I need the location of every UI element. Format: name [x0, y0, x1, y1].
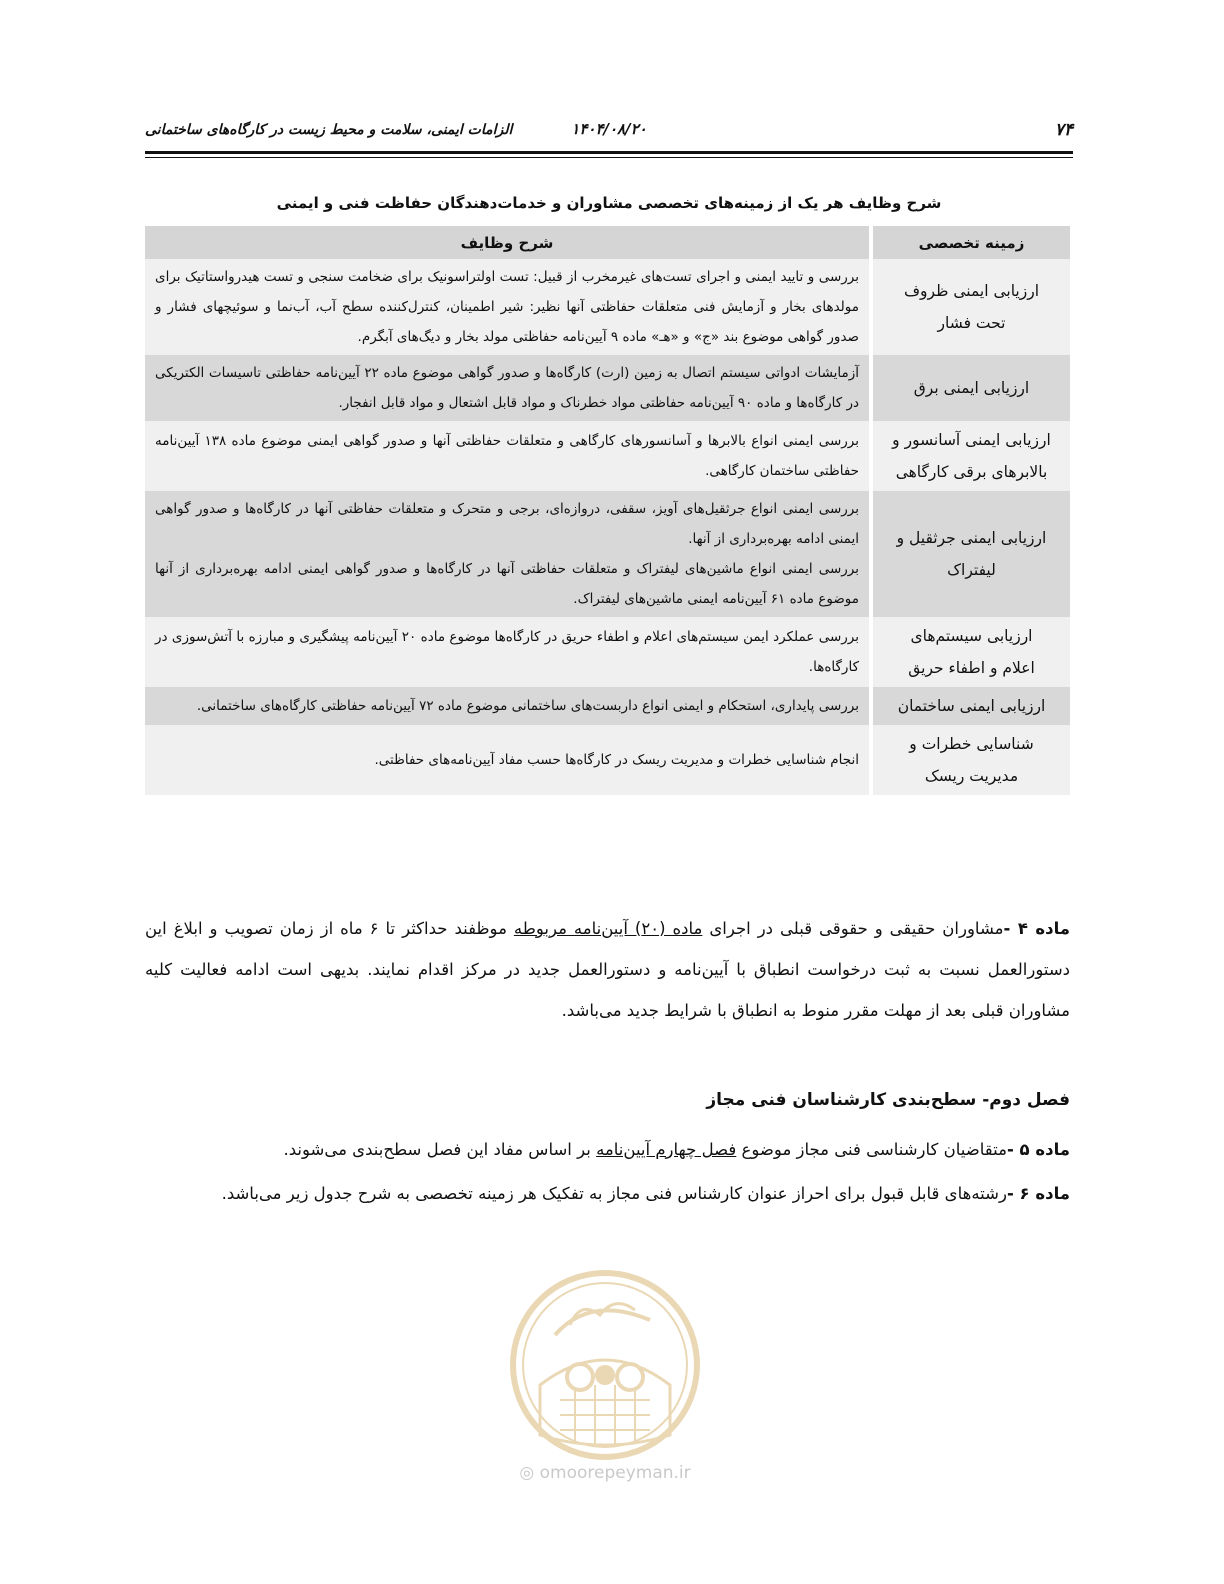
area-line: اعلام و اطفاء حریق [908, 659, 1035, 677]
table-row [145, 355, 1070, 421]
article-5-reference: فصل چهارم آیین‌نامه [596, 1140, 737, 1159]
description-paragraph: بررسی ایمنی انواع ماشین‌های لیفتراک و متعلقات حفاظتی آنها در کارگاه‌ها و صدور گواهی ایمنی ادامه بهره‌برداری از آنها موضوع ماده ۶۱ آیین‌نامه ایمنی ماشین‌های لیفتراک. [155, 561, 859, 607]
column-header-desc: شرح وظایف [145, 226, 871, 259]
description-cell [145, 259, 871, 355]
description-cell [145, 491, 871, 617]
table-row [145, 259, 1070, 355]
watermark-url: ◎ omoorepeyman.ir [519, 1463, 691, 1483]
table-row [145, 491, 1070, 617]
header-rule-thick [145, 151, 1073, 154]
page-number: ۷۴ [1054, 120, 1073, 140]
chapter-2-heading: فصل دوم- سطح‌بندی کارشناسان فنی مجاز [706, 1090, 1070, 1110]
duties-table [145, 226, 1070, 795]
area-line: ارزیابی ایمنی جرثقیل و [896, 529, 1047, 547]
description-paragraph: بررسی ایمنی انواع جرثقیل‌های آویز، سقفی، دروازه‌ای، برجی و متحرک و متعلقات حفاظتی آنها در کارگاه‌ها و صدور گواهی ایمنی ادامه بهره‌برداری از آنها. [155, 501, 859, 547]
article-5-text-a: متقاضیان کارشناسی فنی مجاز موضوع [736, 1140, 1007, 1159]
article-6 [145, 1173, 1070, 1214]
watermark-logo [500, 1265, 710, 1465]
area-line: شناسایی خطرات و [909, 735, 1034, 753]
description-paragraph: بررسی عملکرد ایمن سیستم‌های اعلام و اطفاء حریق در کارگاه‌ها موضوع ماده ۲۰ آیین‌نامه پیشگیری و مبارزه با آتش‌سوزی در کارگاه‌ها. [155, 629, 859, 675]
article-4-text-a: مشاوران حقیقی و حقوقی قبلی در اجرای [702, 919, 1004, 938]
area-cell [871, 687, 1070, 725]
article-5-label: ماده ۵ - [1006, 1140, 1070, 1159]
area-cell [871, 355, 1070, 421]
table-header-row [145, 226, 1070, 259]
area-cell [871, 491, 1070, 617]
table-row [145, 617, 1070, 687]
description-cell [145, 421, 871, 491]
table-body [145, 259, 1070, 795]
area-cell [871, 617, 1070, 687]
header-rule-thin [145, 157, 1073, 158]
article-4-reference: ماده (۲۰) آیین‌نامه مربوطه [513, 919, 703, 938]
area-cell [871, 259, 1070, 355]
description-paragraph: بررسی و تایید ایمنی و اجرای تست‌های غیرمخرب از قبیل: تست اولتراسونیک برای ضخامت سنجی و تست هیدرواستاتیک برای مولدهای بخار و آزمایش فنی متعلقات حفاظتی آنها نظیر: شیر اطمینان، کنترل‌کننده سطح آب، آب‌نما و سوئیچهای فشار و صدور گواهی موضوع بند «ج» و «هـ» ماده ۹ آیین‌نامه حفاظتی مولد بخار و دیگ‌های آبگرم. [155, 269, 859, 345]
description-cell [145, 355, 871, 421]
article-4-label: ماده ۴ - [1003, 919, 1071, 938]
description-cell [145, 725, 871, 795]
header-title: الزامات ایمنی، سلامت و محیط زیست در کارگاه‌های ساختمانی [145, 122, 513, 138]
header-date: ۱۴۰۴/۰۸/۲۰ [571, 120, 647, 138]
article-5 [145, 1129, 1070, 1170]
article-4-text-b: موظفند حداکثر تا ۶ ماه از زمان تصویب و ابلاغ این دستورالعمل نسبت به ثبت درخواست انطباق با آیین‌نامه و دستورالعمل جدید در مرکز اقدام نمایند. بدیهی است ادامه فعالیت کلیه مشاوران قبلی بعد از مهلت مقرر منوط به انطباق با شرایط جدید می‌باشد. [145, 919, 1070, 1020]
area-cell [871, 421, 1070, 491]
area-line: ارزیابی ایمنی ساختمان [897, 697, 1046, 715]
table-row [145, 725, 1070, 795]
description-paragraph: بررسی ایمنی انواع بالابرها و آسانسورهای کارگاهی و متعلقات حفاظتی آنها و صدور گواهی ایمنی موضوع ماده ۱۳۸ آیین‌نامه حفاظتی ساختمان کارگاهی. [155, 433, 859, 479]
area-cell [871, 725, 1070, 795]
column-header-area: زمینه تخصصی [871, 226, 1070, 259]
article-4 [145, 908, 1070, 1031]
description-paragraph: بررسی پایداری، استحکام و ایمنی انواع داربست‌های ساختمانی موضوع ماده ۷۲ آیین‌نامه حفاظتی کارگاه‌های ساختمانی. [196, 698, 859, 714]
area-line: ارزیابی ایمنی آسانسور و [892, 431, 1051, 449]
area-line: تحت فشار [937, 314, 1006, 332]
description-paragraph: انجام شناسایی خطرات و مدیریت ریسک در کارگاه‌ها حسب مفاد آیین‌نامه‌های حفاظتی. [374, 752, 859, 768]
area-line: لیفتراک [947, 561, 996, 579]
page-header [145, 120, 1073, 146]
description-cell [145, 617, 871, 687]
table-row [145, 687, 1070, 725]
table-caption: شرح وظایف هر یک از زمینه‌های تخصصی مشاوران و خدمات‌دهندگان حفاظت فنی و ایمنی [276, 194, 942, 212]
area-line: ارزیابی ایمنی برق [913, 379, 1030, 397]
description-paragraph: آزمایشات ادواتی سیستم اتصال به زمین (ارت) کارگاه‌ها و صدور گواهی موضوع ماده ۲۲ آیین‌نامه حفاظتی تاسیسات الکتریکی در کارگاه‌ها و ماده ۹۰ آیین‌نامه حفاظتی مواد خطرناک و مواد قابل اشتعال و مواد قابل انفجار. [155, 365, 859, 411]
table-row [145, 421, 1070, 491]
article-5-text-b: بر اساس مفاد این فصل سطح‌بندی می‌شوند. [283, 1140, 597, 1159]
area-line: ارزیابی ایمنی ظروف [903, 282, 1040, 300]
area-line: مدیریت ریسک [924, 767, 1019, 785]
description-cell [145, 687, 871, 725]
article-6-label: ماده ۶ - [1006, 1184, 1070, 1203]
area-line: ارزیابی سیستم‌های [910, 627, 1033, 645]
article-6-text: رشته‌های قابل قبول برای احراز عنوان کارشناس فنی مجاز به تفکیک هر زمینه تخصصی به شرح جدول زیر می‌باشد. [221, 1184, 1007, 1203]
area-line: بالابرهای برقی کارگاهی [895, 463, 1048, 481]
